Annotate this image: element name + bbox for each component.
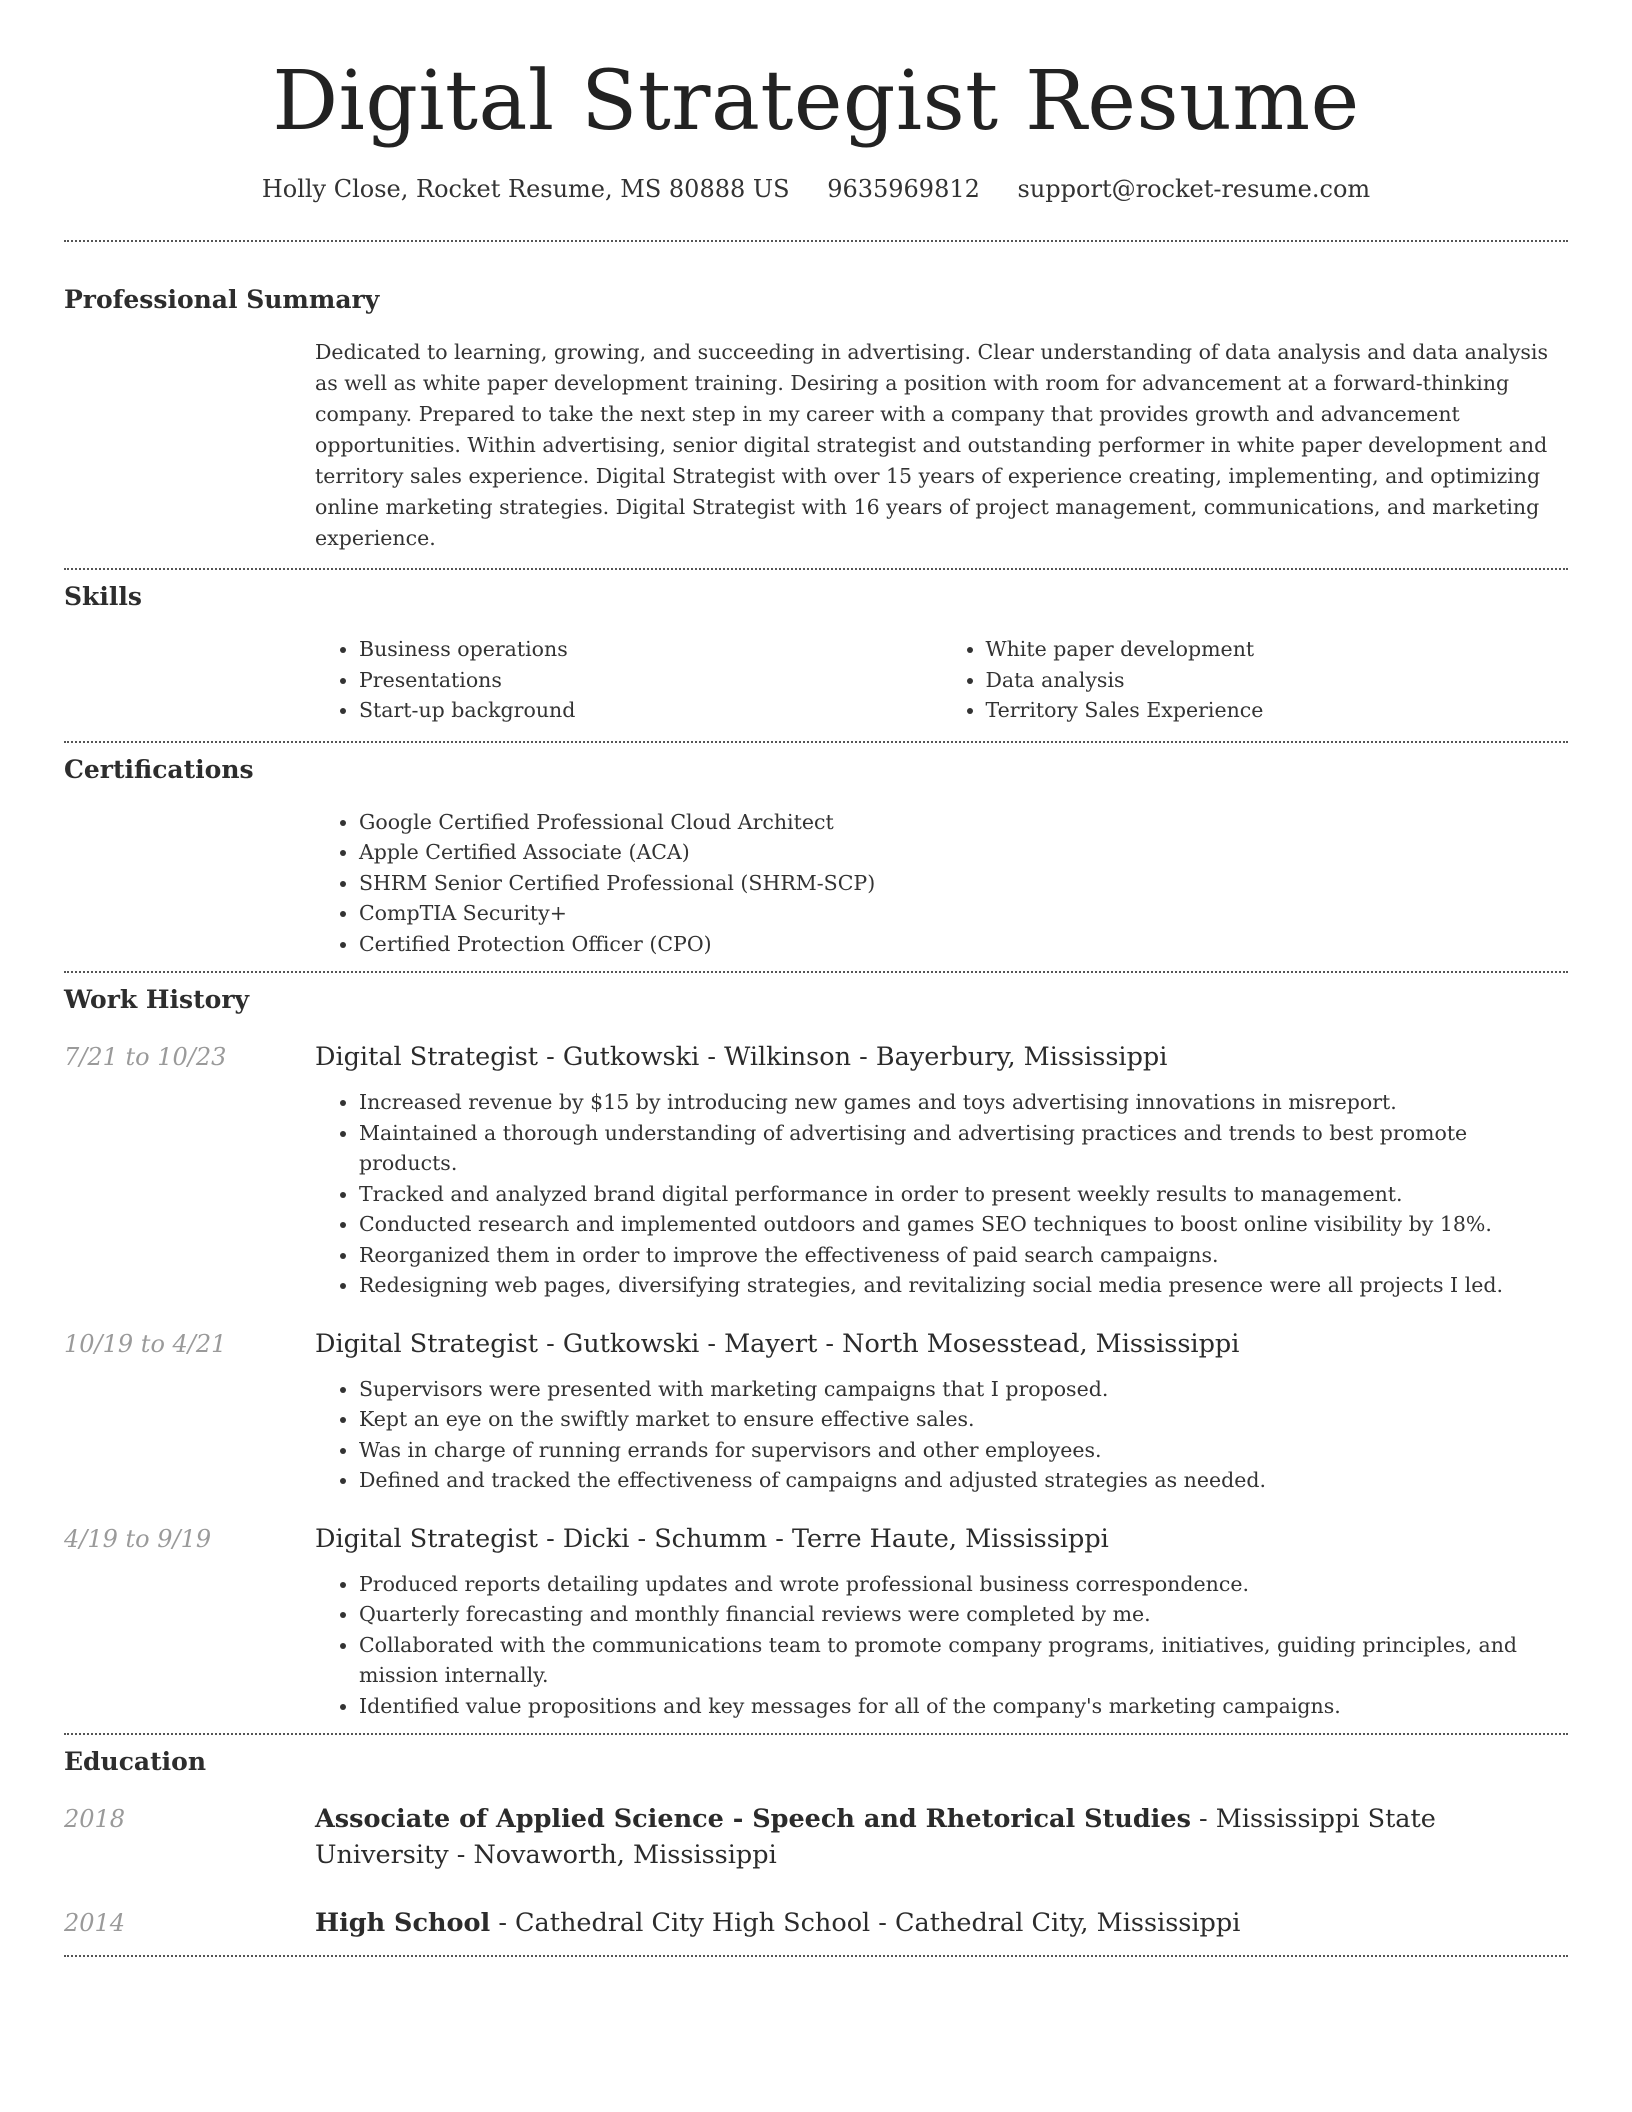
job-entry [64,1326,1568,1496]
job-bullet: • Identified value propositions and key messages for all of the company's marketing campaigns. [359,1691,1568,1722]
job-bullet: • Was in charge of running errands for supervisors and other employees. [359,1435,1568,1466]
job-bullet: • Quarterly forecasting and monthly financial reviews were completed by me. [359,1599,1568,1630]
skills-section [64,580,1568,726]
certifications-section [64,753,1568,960]
job-heading: Digital Strategist - Dicki - Schumm - Terre Haute, Mississippi [315,1523,1109,1554]
certification-item: • Certified Protection Officer (CPO) [359,929,1568,960]
job-entry [64,1039,1568,1301]
job-bullet: • Collaborated with the communications team to promote company programs, initiatives, guiding principles, and mission internally. [359,1630,1568,1691]
contact-phone: 9635969812 [827,175,980,203]
divider [64,741,1568,743]
skill-item: • White paper development [986,634,1569,665]
education-school: - Cathedral City High School - Cathedral City, Mississippi [490,1908,1241,1938]
education-degree: Associate of Applied Science - Speech and Rhetorical Studies [315,1804,1191,1834]
job-bullet: • Increased revenue by $15 by introducing new games and toys advertising innovations in misreport. [359,1087,1568,1118]
section-title-education: Education [64,1747,207,1776]
job-bullet: • Produced reports detailing updates and wrote professional business correspondence. [359,1569,1568,1600]
certification-item: • SHRM Senior Certified Professional (SHRM-SCP) [359,868,1568,899]
job-dates: 10/19 to 4/21 [64,1329,227,1358]
work-history-section [64,983,1568,1721]
summary-section [64,283,1568,554]
section-title-skills: Skills [64,582,142,611]
section-title-work-history: Work History [64,985,250,1014]
skill-item: • Data analysis [986,665,1569,696]
job-bullets [315,1087,1568,1301]
divider [64,1955,1568,1957]
job-entry [64,1521,1568,1722]
skill-item: • Start-up background [359,695,942,726]
job-heading: Digital Strategist - Gutkowski - Wilkinson - Bayerbury, Mississippi [315,1042,1168,1072]
job-bullet: • Supervisors were presented with marketing campaigns that I proposed. [359,1374,1568,1405]
certification-item: • Apple Certified Associate (ACA) [359,837,1568,868]
job-bullet: • Redesigning web pages, diversifying strategies, and revitalizing social media presence were all projects I led. [359,1270,1568,1301]
job-bullet: • Conducted research and implemented outdoors and games SEO techniques to boost online visibility by 18%. [359,1209,1568,1240]
job-bullets [315,1569,1568,1722]
job-bullet: • Defined and tracked the effectiveness of campaigns and adjusted strategies as needed. [359,1465,1568,1496]
section-title-summary: Professional Summary [64,285,380,314]
page-title: Digital Strategist Resume [272,54,1360,149]
education-degree: High School [315,1908,491,1938]
education-entry [64,1905,1568,1941]
resume-page [64,0,1568,1957]
contact-line [64,172,1568,206]
skill-item: • Presentations [359,665,942,696]
job-bullets [315,1374,1568,1496]
education-section [64,1745,1568,1941]
contact-address: Holly Close, Rocket Resume, MS 80888 US [261,175,790,203]
education-school: - Mississippi State University - Novaworth, Mississippi [315,1804,1436,1870]
education-entry [64,1801,1568,1873]
contact-email: support@rocket-resume.com [1017,175,1371,203]
certification-item: • Google Certified Professional Cloud Architect [359,807,1568,838]
divider [64,971,1568,973]
job-dates: 4/19 to 9/19 [64,1524,212,1553]
divider [64,1733,1568,1735]
section-title-certifications: Certifications [64,754,254,784]
certification-item: • CompTIA Security+ [359,898,1568,929]
divider [64,240,1568,242]
certifications-list [315,807,1568,960]
skill-item: • Territory Sales Experience [986,695,1569,726]
job-bullet: • Kept an eye on the swiftly market to ensure effective sales. [359,1404,1568,1435]
divider [64,568,1568,570]
skills-list-left [315,634,942,726]
job-bullet: • Tracked and analyzed brand digital performance in order to present weekly results to management. [359,1179,1568,1210]
summary-text: Dedicated to learning, growing, and succeeding in advertising. Clear understanding of data analysis and data analysis as well as white paper development training. Desiring a position with room for advancement at a forward-thinking company. Prepared to take the next step in my career with a company that provides growth and advancement opportunities. Within advertising, senior digital strategist and outstanding performer in white paper development and territory sales experience. Digital Strategist with over 15 years of experience creating, implementing, and optimizing online marketing strategies. Digital Strategist with 16 years of project management, communications, and marketing experience. [315,340,1549,550]
job-dates: 7/21 to 10/23 [64,1043,227,1071]
education-year: 2018 [64,1805,126,1833]
skill-item: • Business operations [359,634,942,665]
skills-list-right [942,634,1569,726]
job-bullet: • Maintained a thorough understanding of advertising and advertising practices and trends to best promote products. [359,1118,1568,1179]
education-year: 2014 [64,1909,126,1937]
job-bullet: • Reorganized them in order to improve the effectiveness of paid search campaigns. [359,1240,1568,1271]
job-heading: Digital Strategist - Gutkowski - Mayert - North Mosesstead, Mississippi [315,1328,1240,1359]
